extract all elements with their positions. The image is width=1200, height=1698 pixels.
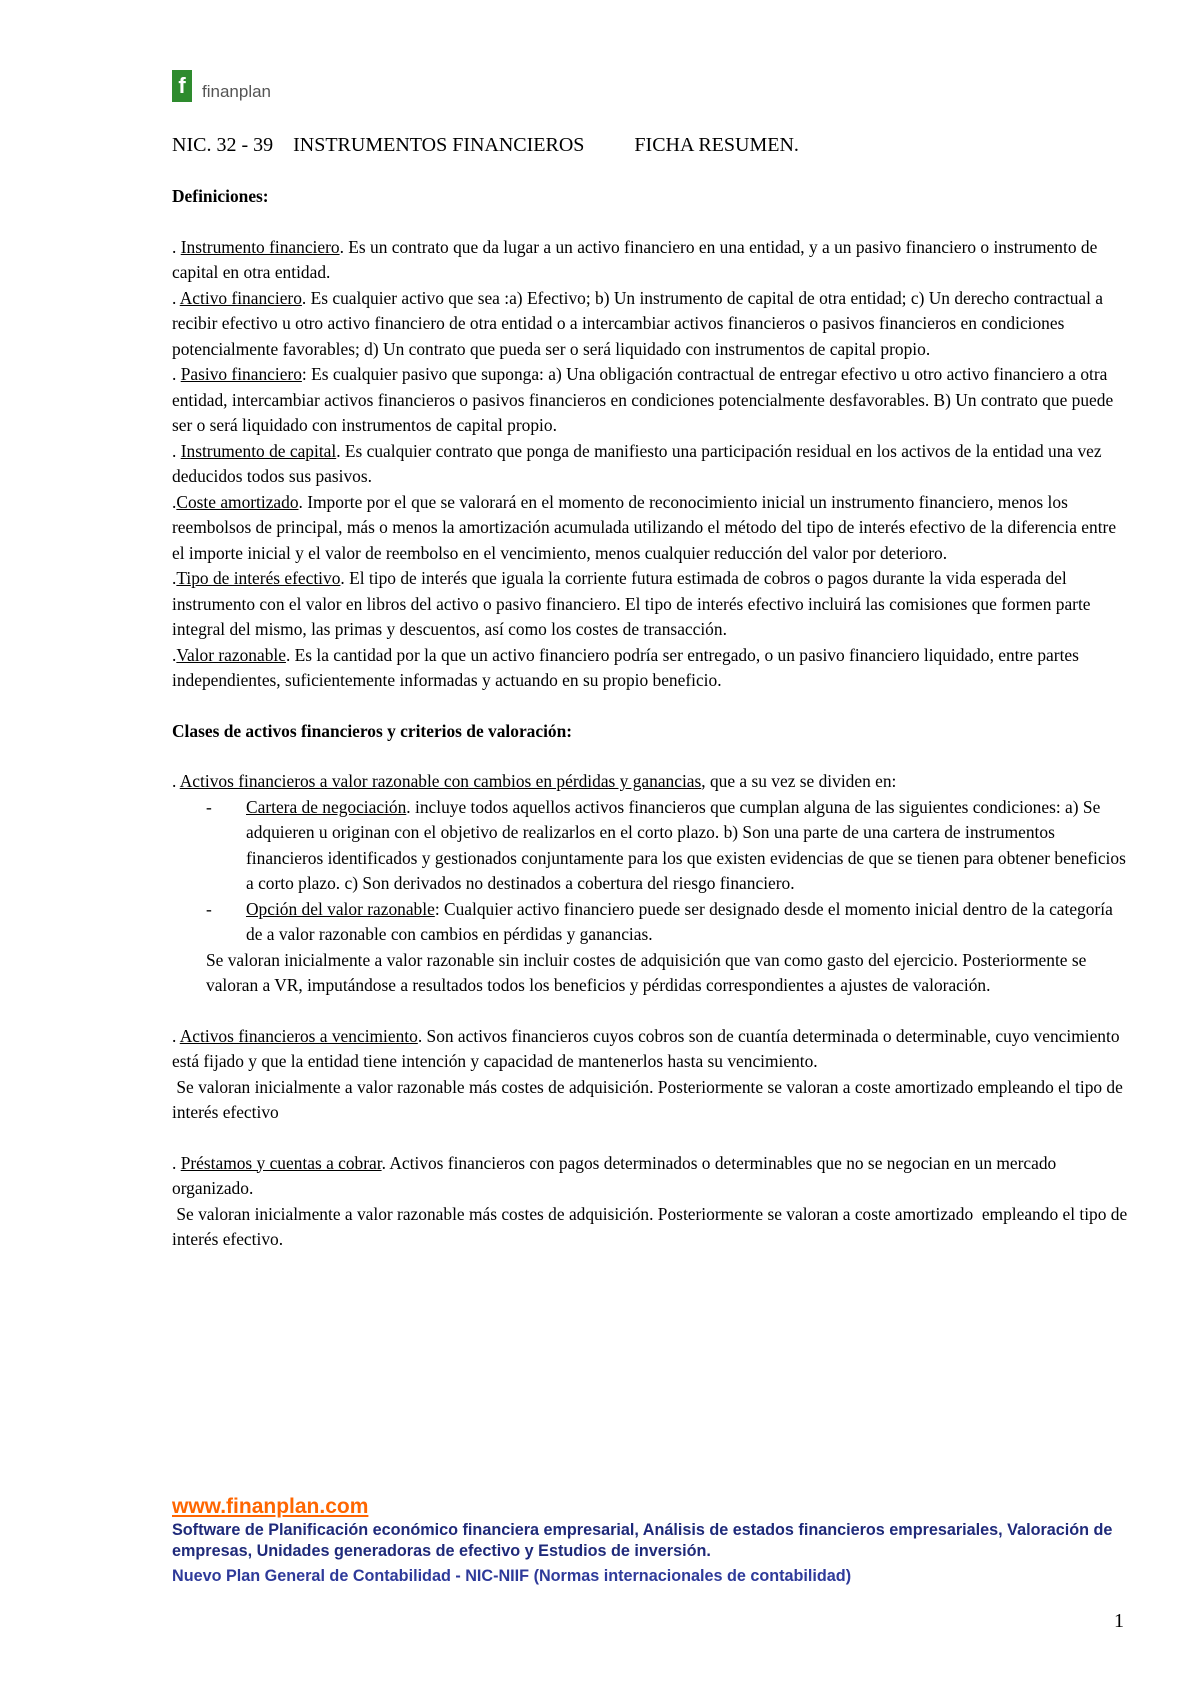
footer-plan-general: Nuevo Plan General de Contabilidad - NIC-NIIF (Normas internacionales de contabilidad) — [172, 1567, 852, 1585]
prestamos-valoracion: Se valoran inicialmente a valor razonable más costes de adquisición. Posteriormente se valoran a coste amortizado empleando el tipo de interés efectivo. — [172, 1203, 1132, 1249]
logo-mark-icon: f — [172, 70, 192, 102]
subtype-item: - Cartera de negociación. incluye todos aquellos activos financieros que cumplan alguna de las siguientes condiciones: a) Se adquieren u originan con el objetivo de realizarlos en el corto plazo. b) Son una parte de una cartera de instrumentos financieros identificados y gestionados conjuntamente para los que existen evidencias de que se tienen para obtener beneficios a corto plazo. c) Son derivados no destinados a cobertura del riesgo financiero. — [206, 796, 1126, 893]
activos-vencimiento-valoracion: Se valoran inicialmente a valor razonable más costes de adquisición. Posteriormente se valoran a coste amortizado empleando el tipo de interés efectivo — [172, 1076, 1128, 1122]
definition-item: . Pasivo financiero: Es cualquier pasivo que suponga: a) Una obligación contractual de entregar efectivo u otro activo financiero a otra entidad, intercambiar activos financieros o pasivos financieros en condiciones potencialmente desfavorables. B) Un contrato que puede ser o será liquidado con instrumentos de capital propio. — [172, 364, 1114, 435]
page-number: 1 — [1114, 1610, 1124, 1632]
document-body — [172, 184, 1132, 1253]
definiciones-heading: Definiciones: — [172, 186, 269, 206]
prestamos-item: . Préstamos y cuentas a cobrar. Activos financieros con pagos determinados o determinables que no se negocian en un mercado organizado. — [172, 1152, 1057, 1198]
definition-item: .Tipo de interés efectivo. El tipo de interés que iguala la corriente futura estimada de cobros o pagos durante la vida esperada del instrumento con el valor en libros del activo o pasivo financiero. El tipo de interés efectivo incluirá las comisiones que formen parte integral del mismo, las primas y descuentos, así como los costes de transacción. — [172, 568, 1091, 639]
definition-term: Activo financiero — [179, 287, 302, 308]
activos-vr-term: Activos financieros a valor razonable con cambios en pérdidas y ganancias — [179, 771, 702, 791]
activos-vencimiento-term: Activos financieros a vencimiento — [179, 1025, 418, 1046]
clases-heading: Clases de activos financieros y criterios de valoración: — [172, 720, 573, 741]
definition-term: Tipo de interés efectivo — [176, 568, 341, 588]
document-title: NIC. 32 - 39 INSTRUMENTOS FINANCIEROS FICHA RESUMEN. — [172, 134, 799, 156]
activos-vr-item: . Activos financieros a valor razonable con cambios en pérdidas y ganancias, que a su vez se dividen en: — [172, 771, 897, 791]
finanplan-logo — [172, 70, 271, 102]
definition-term: Coste amortizado — [176, 491, 299, 512]
activos-vr-subtypes — [172, 795, 1132, 948]
definition-term: Pasivo financiero — [180, 364, 302, 384]
activos-vencimiento-item: . Activos financieros a vencimiento. Son activos financieros cuyos cobros son de cuantía determinada o determinable, cuyo vencimiento está fijado y que la entidad tiene intención y capacidad de mantenerlos hasta su vencimiento. — [172, 1025, 1120, 1071]
definition-term: Instrumento financiero — [180, 236, 340, 257]
finanplan-website-link[interactable]: www.finanplan.com — [172, 1495, 369, 1518]
subtype-term: Opción del valor razonable — [246, 898, 435, 919]
definition-item: . Activo financiero. Es cualquier activo que sea :a) Efectivo; b) Un instrumento de capital de otra entidad; c) Un derecho contractual a recibir efectivo u otro activo financiero de otra entidad o a intercambiar activos financieros o pasivos financieros en condiciones potencialmente favorables; d) Un contrato que pueda ser o será liquidado con instrumentos de capital propio. — [172, 287, 1104, 359]
definition-item: . Instrumento de capital. Es cualquier contrato que ponga de manifiesto una participación residual en los activos de la entidad una vez deducidos todos sus pasivos. — [172, 440, 1102, 486]
definition-term: Valor razonable — [176, 644, 286, 665]
prestamos-term: Préstamos y cuentas a cobrar — [180, 1152, 382, 1173]
definition-item: .Coste amortizado. Importe por el que se valorará en el momento de reconocimiento inicial un instrumento financiero, menos los reembolsos de principal, más o menos la amortización acumulada utilizando el método del tipo de interés efectivo de la diferencia entre el importe inicial y el valor de reembolso en el vencimiento, menos cualquier reducción del valor por deterioro. — [172, 491, 1117, 563]
definition-item: .Valor razonable. Es la cantidad por la que un activo financiero podría ser entregado, o un pasivo financiero liquidado, entre partes independientes, suficientemente informadas y actuando en su propio beneficio. — [172, 644, 1079, 690]
definition-term: Instrumento de capital — [180, 440, 337, 461]
definition-item: . Instrumento financiero. Es un contrato que da lugar a un activo financiero en una entidad, y a un pasivo financiero o instrumento de capital en otra entidad. — [172, 236, 1098, 282]
subtype-term: Cartera de negociación — [246, 796, 407, 817]
logo-text: finanplan — [202, 82, 272, 101]
activos-vr-valoracion: Se valoran inicialmente a valor razonable sin incluir costes de adquisición que van como gasto del ejercicio. Posteriormente se valoran a VR, imputándose a resultados todos los beneficios y pérdidas correspondientes a ajustes de valoración. — [206, 949, 1087, 995]
footer — [172, 1494, 1152, 1587]
subtype-item: - Opción del valor razonable: Cualquier activo financiero puede ser designado desde el momento inicial dentro de la categoría de a valor razonable con cambios en pérdidas y ganancias. — [206, 898, 1113, 944]
footer-description: Software de Planificación económico financiera empresarial, Análisis de estados financieros empresariales, Valoración de empresas, Unidades generadoras de efectivo y Estudios de inversión. — [172, 1521, 1113, 1560]
